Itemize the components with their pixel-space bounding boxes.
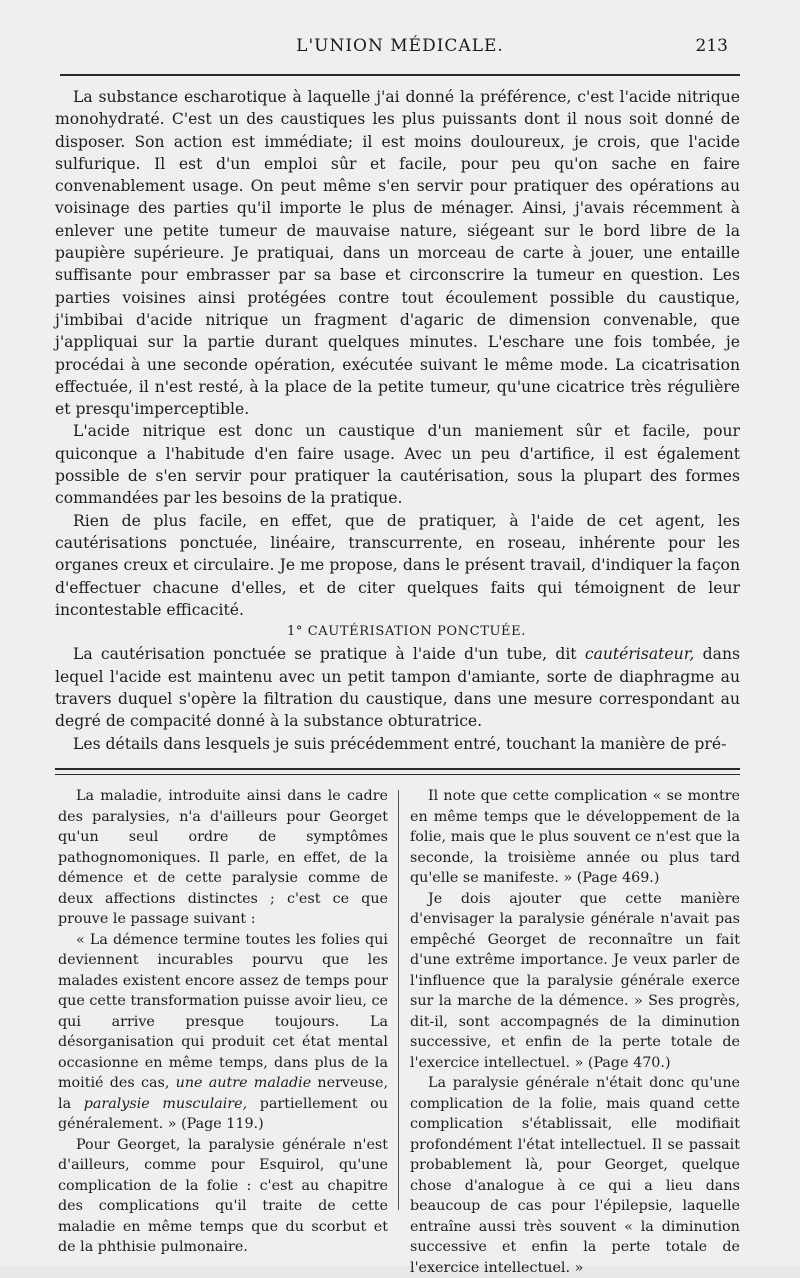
feuilleton-paragraph: « La démence termine toutes les folies qui deviennent incurables pourvu que les malades existent encore assez de temps pour que cette transformation puisse avoir lieu, ce qui arrive presque toujours. La désorganisation qui produit cet état mental occasionne en même temps, dans plus de la moitié des cas, une autre maladie nerveuse, la paralysie musculaire, partiellement ou généralement. » (Page 119.): [58, 931, 388, 1132]
main-article: [55, 86, 740, 755]
running-title: L'UNION MÉDICALE.: [296, 36, 504, 56]
page-number: 213: [695, 36, 728, 56]
article-paragraph-4: La cautérisation ponctuée se pratique à l'aide d'un tube, dit cautérisateur, dans lequel l'acide est maintenu avec un petit tampon d'amiante, sorte de diaphragme au travers duquel s'opère la filtration du caustique, dans une mesure correspondant au degré de compacité donné à la substance obturatrice.: [55, 645, 740, 731]
feuilleton-paragraph: Je dois ajouter que cette manière d'envisager la paralysie générale n'avait pas empêché Georget de reconnaître un fait d'une extrême importance. Je veux parler de l'influence que la paralysie générale exerce sur la marche de la démence. » Ses progrès, dit-il, sont accompagnés de la diminution successive, et enfin de la perte totale de l'exercice intellectuel. » (Page 470.): [410, 890, 740, 1071]
feuilleton-paragraph: La maladie, introduite ainsi dans le cadre des paralysies, n'a d'ailleurs pour Georget qu'un seul ordre de symptômes pathognomoniques. Il parle, en effet, de la démence et de cette paralysie comme de deux affections distinctes ; c'est ce que prouve le passage suivant :: [58, 788, 388, 927]
article-paragraph-1: La substance escharotique à laquelle j'ai donné la préférence, c'est l'acide nitrique monohydraté. C'est un des caustiques les plus puissants dont il nous soit donné de disposer. Son action est immédiate; il est moins douloureux, je crois, que l'acide sulfurique. Il est d'un emploi sûr et facile, pour peu qu'on sache en faire convenablement usage. On peut même s'en servir pour pratiquer des opérations au voisinage des parties qu'il importe le plus de ménager. Ainsi, j'avais récemment à enlever une petite tumeur de mauvaise nature, siégeant sur le bord libre de la paupière supérieure. Je pratiquai, dans un morceau de carte à jouer, une entaille suffisante pour embrasser par sa base et circonscrire la tumeur en question. Les parties voisines ainsi protégées contre tout écoulement possible du caustique, j'imbibai d'acide nitrique un fragment d'agaric de dimension convenable, que j'appliquai sur la partie durant quelques minutes. L'eschare une fois tombée, je procédai à une seconde opération, exécutée suivant le même mode. La cicatrisation effectuée, il n'est resté, à la place de la petite tumeur, qu'une cicatrice très régulière et presqu'imperceptible.: [55, 88, 740, 419]
feuilleton-right-column: [410, 786, 740, 1278]
section-heading: 1° CAUTÉRISATION PONCTUÉE.: [287, 624, 526, 640]
page-header: [60, 36, 740, 66]
feuilleton-paragraph: Pour Georget, la paralysie générale n'est d'ailleurs, comme pour Esquirol, qu'une complication de la folie : c'est au chapitre des complications qu'il traite de cette maladie en même temps que du scorbut et de la phthisie pulmonaire.: [58, 1136, 388, 1255]
column-divider: [398, 790, 399, 1210]
article-paragraph-5: Les détails dans lesquels je suis précédemment entré, touchant la manière de pré-: [73, 734, 727, 753]
article-paragraph-3: Rien de plus facile, en effet, que de pratiquer, à l'aide de cet agent, les cautérisations ponctuée, linéaire, transcurrente, en roseau, inhérente pour les organes creux et circulaire. Je me propose, dans le présent travail, d'indiquer la façon d'effectuer chacune d'elles, et de citer quelques faits qui témoignent de leur incontestable efficacité.: [55, 511, 740, 619]
feuilleton-left-column: [58, 786, 388, 1258]
header-rule: [60, 74, 740, 76]
feuilleton-paragraph: Il note que cette complication « se montre en même temps que le développement de la folie, mais que le plus souvent ce n'est que la seconde, la troisième année ou plus tard qu'elle se manifeste. » (Page 469.): [410, 788, 740, 886]
feuilleton-paragraph: La paralysie générale n'était donc qu'une complication de la folie, mais quand cette complication s'établissait, elle modifiait profondément l'état intellectuel. Il se passait probablement là, pour Georget, quelque chose d'analogue à ce qui a lieu dans beaucoup de cas pour l'épilepsie, laquelle entraîne aussi très souvent « la diminution successive et enfin la perte totale de l'exercice intellectuel. »: [410, 1075, 740, 1276]
feuilleton-rule: [55, 768, 740, 775]
article-paragraph-2: L'acide nitrique est donc un caustique d'un maniement sûr et facile, pour quiconque a l'habitude d'en faire usage. Avec un peu d'artifice, il est également possible de s'en servir pour pratiquer la cautérisation, sous la plupart des formes commandées par les besoins de la pratique.: [55, 422, 740, 508]
